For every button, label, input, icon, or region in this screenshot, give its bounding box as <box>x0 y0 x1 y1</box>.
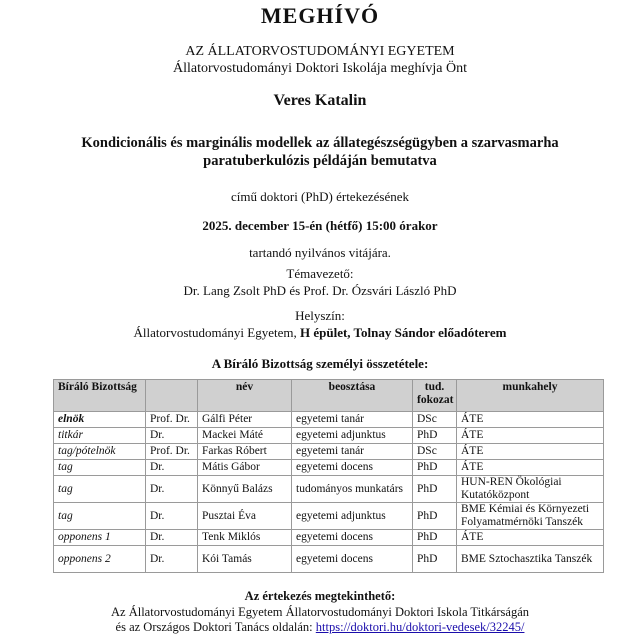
member-role: tag <box>54 503 146 530</box>
location-value <box>0 325 640 341</box>
member-name: Farkas Róbert <box>198 444 292 460</box>
member-workplace: BME Sztochasztika Tanszék <box>457 546 604 573</box>
viewing-line-1: Az Állatorvostudományi Egyetem Állatorvostudományi Doktori Iskola Titkárságán <box>111 605 529 619</box>
member-degree: PhD <box>413 428 457 444</box>
viewing-line-2-prefix: és az Országos Doktori Tanács oldalán: <box>115 620 316 634</box>
table-row <box>54 530 604 546</box>
member-title: Dr. <box>146 476 198 503</box>
col-header-degree: tud. fokozat <box>413 380 457 412</box>
member-role: tag <box>54 476 146 503</box>
col-header-name: név <box>198 380 292 412</box>
member-title: Dr. <box>146 428 198 444</box>
supervisors-names: Dr. Lang Zsolt PhD és Prof. Dr. Ózsvári László PhD <box>183 283 457 298</box>
member-title: Dr. <box>146 530 198 546</box>
member-workplace: HUN-REN Ökológiai Kutatóközpont <box>457 476 604 503</box>
location-prefix: Állatorvostudományi Egyetem, <box>133 325 300 340</box>
member-degree: PhD <box>413 460 457 476</box>
table-header-row <box>54 380 604 412</box>
member-title: Dr. <box>146 503 198 530</box>
member-position: tudományos munkatárs <box>292 476 413 503</box>
thesis-subtitle: című doktori (PhD) értekezésének <box>231 189 409 204</box>
member-degree: PhD <box>413 503 457 530</box>
member-degree: PhD <box>413 530 457 546</box>
member-degree: PhD <box>413 476 457 503</box>
member-workplace: ÁTE <box>457 412 604 428</box>
member-position: egyetemi adjunktus <box>292 428 413 444</box>
member-name: Könnyű Balázs <box>198 476 292 503</box>
thesis-title-line-1: Kondicionális és marginális modellek az állategészségügyben a szarvasmarha <box>81 135 559 151</box>
dissertation-link[interactable]: https://doktori.hu/doktori-vedesek/32245/ <box>315 620 525 634</box>
location-label: Helyszín: <box>295 308 345 323</box>
location-detail: H épület, Tolnay Sándor előadóterem <box>299 325 507 340</box>
member-title: Dr. <box>146 546 198 573</box>
supervisors-label: Témavezető: <box>286 266 354 281</box>
thesis-title-line-2: paratuberkulózis példáján bemutatva <box>203 153 437 169</box>
member-position: egyetemi tanár <box>292 412 413 428</box>
defense-datetime: 2025. december 15-én (hétfő) 15:00 órakor <box>202 218 438 233</box>
member-role: titkár <box>54 428 146 444</box>
member-degree: PhD <box>413 546 457 573</box>
col-header-title <box>146 380 198 412</box>
candidate-name: Veres Katalin <box>273 92 367 109</box>
member-title: Prof. Dr. <box>146 412 198 428</box>
member-name: Pusztai Éva <box>198 503 292 530</box>
member-name: Kói Tamás <box>198 546 292 573</box>
member-role: tag/pótelnök <box>54 444 146 460</box>
member-role: opponens 2 <box>54 546 146 573</box>
col-header-position: beosztása <box>292 380 413 412</box>
member-position: egyetemi tanár <box>292 444 413 460</box>
member-workplace: BME Kémiai és Környezeti Folyamatmérnöki Tanszék <box>457 503 604 530</box>
member-role: elnök <box>54 412 146 428</box>
committee-table <box>53 379 604 573</box>
member-title: Prof. Dr. <box>146 444 198 460</box>
member-degree: DSc <box>413 412 457 428</box>
university-name: AZ ÁLLATORVOSTUDOMÁNYI EGYETEM <box>185 44 455 59</box>
table-row <box>54 412 604 428</box>
member-workplace: ÁTE <box>457 444 604 460</box>
member-name: Mátis Gábor <box>198 460 292 476</box>
table-row <box>54 546 604 573</box>
member-name: Mackei Máté <box>198 428 292 444</box>
member-position: egyetemi docens <box>292 530 413 546</box>
member-workplace: ÁTE <box>457 428 604 444</box>
member-name: Tenk Miklós <box>198 530 292 546</box>
member-degree: DSc <box>413 444 457 460</box>
member-position: egyetemi docens <box>292 460 413 476</box>
member-workplace: ÁTE <box>457 460 604 476</box>
committee-title: A Bíráló Bizottság személyi összetétele: <box>211 356 429 371</box>
member-role: tag <box>54 460 146 476</box>
member-workplace: ÁTE <box>457 530 604 546</box>
viewing-line-2 <box>0 620 640 635</box>
member-title: Dr. <box>146 460 198 476</box>
col-header-workplace: munkahely <box>457 380 604 412</box>
member-position: egyetemi adjunktus <box>292 503 413 530</box>
table-row <box>54 460 604 476</box>
col-header-role: Bíráló Bizottság <box>54 380 146 412</box>
page-title: MEGHÍVÓ <box>260 3 380 28</box>
invite-line: Állatorvostudományi Doktori Iskolája meghívja Önt <box>173 61 467 76</box>
table-row <box>54 503 604 530</box>
member-role: opponens 1 <box>54 530 146 546</box>
event-description: tartandó nyilvános vitájára. <box>249 245 391 260</box>
table-row <box>54 428 604 444</box>
table-row <box>54 476 604 503</box>
viewing-title: Az értekezés megtekinthető: <box>244 589 396 603</box>
member-name: Gálfi Péter <box>198 412 292 428</box>
member-position: egyetemi docens <box>292 546 413 573</box>
table-row <box>54 444 604 460</box>
